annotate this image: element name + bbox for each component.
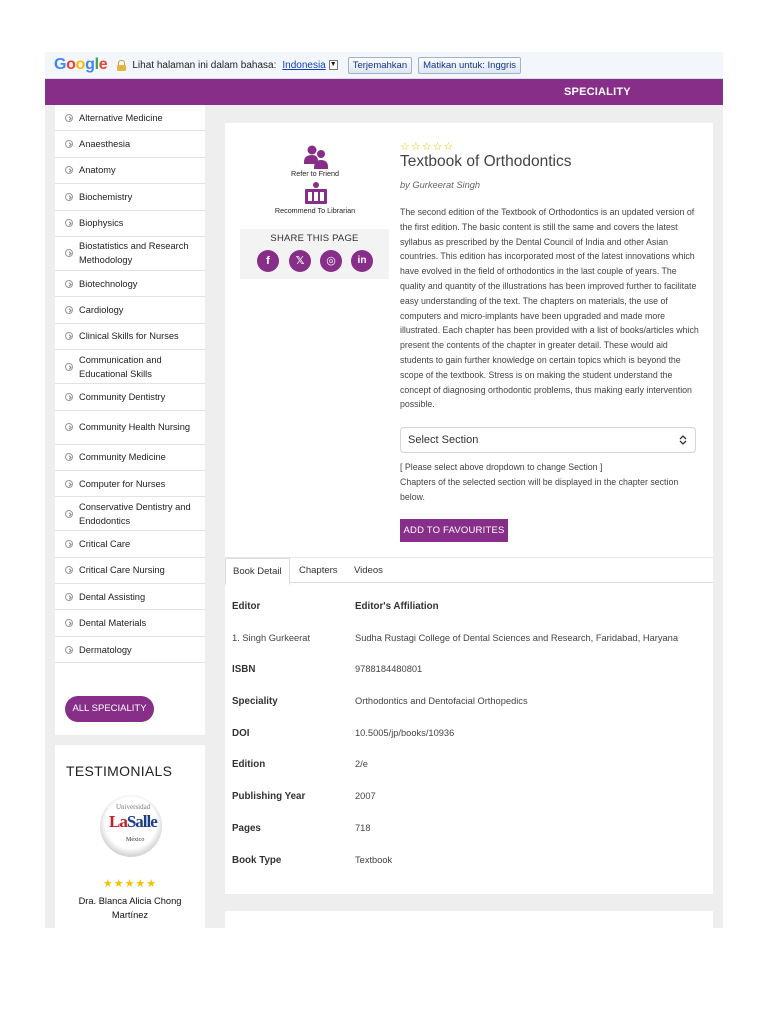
chevron-circle-icon: [65, 510, 73, 518]
chevron-circle-icon: [65, 306, 73, 314]
book-description: The second edition of the Textbook of Orthodontics is an updated version of the first edition. The basic content is still the same and covers the latest syllabus as prescribed by the Dental Council of India and other Asian countries. This edition has incorporated most of the latest innovations which have evolved in the field of orthodontics in the last couple of years. The quality and quantity of the illustrations has been improved further to facilitate easy understanding of the text. The chapters on materials, the use of computers and micro-implants have been upgraded and made more illustrated. Each chapter has been provided with a list of books/articles which present the contents of the chapter in greater detail. These would aid students to gain further knowledge on certain topics which is beyond the scope of the textbook. Stress is on making the student understand the concept of diagnosing orthodontic problems, thus making early intervention possible.: [400, 207, 699, 410]
chevron-circle-icon: [65, 619, 73, 627]
detail-key: Edition: [232, 759, 266, 771]
detail-value: 10.5005/jp/books/10936: [355, 727, 455, 738]
librarian-icon[interactable]: [304, 181, 328, 205]
sidebar-item[interactable]: [55, 271, 205, 297]
sidebar-item-label: Cardiology: [79, 305, 124, 316]
detail-key: ISBN: [232, 664, 256, 675]
x-twitter-icon[interactable]: 𝕏: [289, 250, 311, 272]
detail-key: Book Type: [232, 854, 282, 866]
university-logo: Universidad LaSalle México: [100, 795, 162, 857]
sidebar-item-label: Community Dentistry: [79, 391, 166, 402]
detail-key: DOI: [232, 727, 250, 739]
chevron-down-icon[interactable]: ▼: [329, 61, 337, 68]
language-select[interactable]: Indonesia: [282, 59, 326, 71]
sidebar-item-label: Dental Assisting: [79, 591, 146, 602]
detail-value: Textbook: [355, 854, 393, 865]
sidebar-item[interactable]: [55, 350, 205, 384]
sidebar-item[interactable]: [55, 610, 205, 636]
linkedin-icon[interactable]: in: [351, 250, 373, 272]
sidebar-item-label: Biophysics: [79, 218, 124, 229]
refer-friend-icon[interactable]: [303, 144, 329, 170]
speciality-sidebar: [55, 105, 205, 735]
facebook-icon[interactable]: f: [257, 250, 279, 272]
detail-value: 2007: [355, 791, 376, 802]
lock-icon: [117, 60, 126, 71]
tab-chapters[interactable]: Chapters: [299, 565, 338, 576]
sidebar-item[interactable]: [55, 105, 205, 131]
chevron-circle-icon: [65, 193, 73, 201]
translate-button[interactable]: Terjemahkan: [348, 57, 412, 74]
all-speciality-button[interactable]: ALL SPECIALITY: [65, 696, 154, 722]
detail-key: Pages: [232, 823, 261, 834]
sidebar-item[interactable]: [55, 531, 205, 557]
speciality-list: [55, 105, 205, 663]
sidebar-item[interactable]: [55, 211, 205, 237]
speciality-title: SPECIALITY: [564, 86, 631, 98]
detail-value: Orthodontics and Dentofacial Orthopedics: [355, 695, 528, 706]
turn-off-translation-button[interactable]: Matikan untuk: Inggris: [418, 57, 521, 74]
tab-videos[interactable]: Videos: [354, 565, 383, 576]
sidebar-item-label: Conservative Dentistry and Endodontics: [79, 501, 191, 526]
sidebar-item-label: Biotechnology: [79, 278, 138, 289]
sidebar-item[interactable]: [55, 297, 205, 323]
select-chevron-icon: [679, 428, 687, 455]
sidebar-item[interactable]: [55, 237, 205, 271]
section-note: [ Please select above dropdown to change Section ] Chapters of the selected section will be displayed in the chapter section below.: [400, 462, 679, 502]
instagram-icon[interactable]: ◎: [320, 250, 342, 272]
sidebar-item[interactable]: [55, 497, 205, 531]
refer-friend-link[interactable]: Refer to Friend: [291, 169, 339, 178]
book-card: Refer to Friend Recommend To Librarian SHARE THIS PAGE f 𝕏 ◎ in ☆☆☆☆☆ Textbook of Orthodontics by Gurkeerat Singh The second edition of the Textbook of Orthodontics is an updated version of the first edition. The basic content is still the same and covers the latest syllabus as prescribed by the Dental Council of India and other Asian countries. This edition has incorporated most of the latest innovations which have evolved in the field of orthodontics in the last couple of years. The quality and quantity of the illustrations has been improved further to facilitate easy understanding of the text. The chapters on materials, the use of computers and micro-implants have been upgraded and made more illustrated. Each chapter has been provided with a list of books/articles which present the contents of the chapter in greater detail. These would aid students to gain further knowledge on certain topics which is beyond the scope of the textbook. Stress is on making the student understand the concept of diagnosing orthodontic problems, thus making early intervention possible. Select Section [ Please select above dropdown to change Section ] Chapters of the selected section will be displayed in the chapter section below. ADD TO FAVOURITES Book Detail Chapters Videos Editor Editor's Affiliation 1. Singh Gurkeerat Sudha Rustagi College of Dental Sciences and Research, Faridabad, Haryana ISBN 9788184480801 Speciality Orthodontics and Dentofacial Orthopedics DOI 10.5005/jp/books/10936 Edition 2/e Publishing Year 2007 Pages 718 Book Type Textbook: [225, 123, 713, 894]
add-to-favourites-button[interactable]: ADD TO FAVOURITES: [400, 519, 508, 542]
testimonial-rating: ★★★★★: [102, 878, 158, 890]
chevron-circle-icon: [65, 166, 73, 174]
sidebar-item-label: Dermatology: [79, 644, 132, 655]
share-panel: [240, 229, 389, 279]
chevron-circle-icon: [65, 363, 73, 371]
chevron-circle-icon: [65, 393, 73, 401]
chevron-circle-icon: [65, 423, 73, 431]
share-label: SHARE THIS PAGE: [270, 233, 359, 244]
sidebar-item-label: Communication and Educational Skills: [79, 354, 162, 379]
chevron-circle-icon: [65, 566, 73, 574]
tab-book-detail[interactable]: Book Detail: [225, 558, 290, 585]
detail-key: Publishing Year: [232, 791, 306, 803]
sidebar-item-label: Clinical Skills for Nurses: [79, 331, 179, 342]
chevron-circle-icon: [65, 646, 73, 654]
sidebar-item-label: Community Medicine: [79, 452, 166, 463]
sidebar-item-label: Anatomy: [79, 165, 116, 176]
page-frame: [45, 52, 723, 928]
sidebar-item-label: Biochemistry: [79, 191, 133, 202]
translate-prompt: Lihat halaman ini dalam bahasa:: [132, 59, 277, 71]
chevron-circle-icon: [65, 249, 73, 257]
sidebar-item[interactable]: [55, 471, 205, 497]
sidebar-item[interactable]: [55, 131, 205, 157]
sidebar-item[interactable]: [55, 637, 205, 663]
chevron-circle-icon: [65, 540, 73, 548]
detail-value: 2/e: [355, 759, 368, 770]
speciality-header: [45, 79, 723, 105]
detail-value: 718: [355, 823, 371, 833]
sidebar-item[interactable]: [55, 324, 205, 350]
sidebar-item-label: Dental Materials: [79, 618, 147, 629]
chevron-circle-icon: [65, 480, 73, 488]
sidebar-item[interactable]: [55, 384, 205, 410]
sidebar-item[interactable]: [55, 411, 205, 445]
sidebar-item-label: Critical Care Nursing: [79, 565, 165, 576]
sidebar-item[interactable]: [55, 445, 205, 471]
sidebar-item-label: Biostatistics and Research Methodology: [79, 241, 189, 266]
book-author: by Gurkeerat Singh: [400, 180, 481, 190]
recommend-librarian-link[interactable]: Recommend To Librarian: [274, 206, 356, 215]
chevron-circle-icon: [65, 280, 73, 288]
chevron-circle-icon: [65, 140, 73, 148]
sidebar-item-label: Computer for Nurses: [79, 478, 166, 489]
detail-value: 9788184480801: [355, 664, 423, 674]
sidebar-item[interactable]: [55, 158, 205, 184]
sidebar-item[interactable]: [55, 584, 205, 610]
sidebar-item-label: Alternative Medicine: [79, 112, 163, 123]
chevron-circle-icon: [65, 453, 73, 461]
testimonial-author: Dra. Blanca Alicia Chong Martínez: [78, 896, 182, 920]
sidebar-item-label: Anaesthesia: [79, 139, 131, 150]
chevron-circle-icon: [65, 219, 73, 227]
testimonials-title: TESTIMONIALS: [66, 763, 173, 779]
sidebar-item-label: Critical Care: [79, 538, 131, 549]
chevron-circle-icon: [65, 332, 73, 340]
book-title: Textbook of Orthodontics: [400, 153, 572, 170]
secondary-card: [225, 911, 713, 928]
rating-stars[interactable]: ☆☆☆☆☆: [400, 141, 455, 153]
chevron-circle-icon: [65, 114, 73, 122]
google-logo: Google: [54, 56, 108, 73]
translate-bar: [45, 52, 723, 79]
detail-key: Speciality: [232, 695, 278, 707]
detail-tabs: [225, 557, 713, 583]
sidebar-item[interactable]: [55, 184, 205, 210]
chevron-circle-icon: [65, 593, 73, 601]
testimonials-panel: [55, 745, 205, 928]
sidebar-item[interactable]: [55, 558, 205, 584]
sidebar-item-label: Community Health Nursing: [79, 422, 191, 433]
section-select[interactable]: Select Section: [400, 427, 696, 453]
